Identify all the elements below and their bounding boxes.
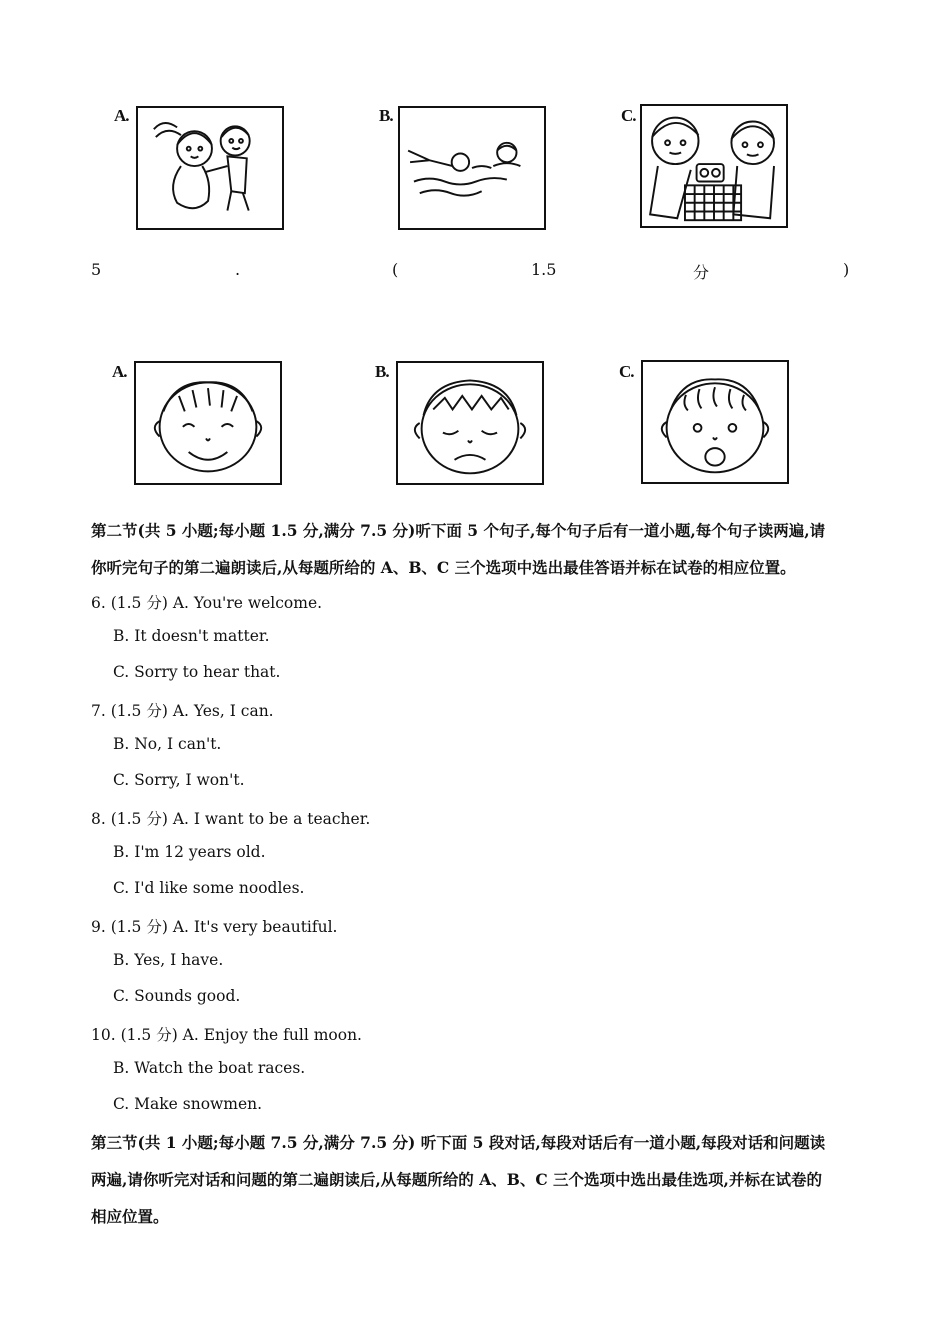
section-2-line-2: 你听完句子的第二遍朗读后,从每题所给的 A、B、C 三个选项中选出最佳答语并标在试卷的相应位置。 (91, 558, 796, 577)
question-10-option-a: 10. (1.5 分) A. Enjoy the full moon. (91, 1026, 362, 1044)
question-8-option-b: B. I'm 12 years old. (113, 843, 266, 861)
section-2-instructions (91, 512, 871, 586)
question-6-option-a: 6. (1.5 分) A. You're welcome. (91, 594, 323, 612)
question-9-option-a: 9. (1.5 分) A. It's very beautiful. (91, 918, 338, 936)
question-7-option-c: C. Sorry, I won't. (113, 771, 245, 789)
question-8-option-a: 8. (1.5 分) A. I want to be a teacher. (91, 810, 371, 828)
question-7-option-a: 7. (1.5 分) A. Yes, I can. (91, 702, 274, 720)
section-3-line-1: 第三节(共 1 小题;每小题 7.5 分,满分 7.5 分) 听下面 5 段对话,每段对话后有一道小题,每段对话和问题读 (91, 1133, 826, 1152)
question-5-close-paren: ) (843, 260, 850, 279)
surprised-face-picture (641, 360, 789, 484)
question-5-number: 5 (91, 260, 102, 279)
sad-face-picture (396, 361, 544, 485)
option-c-label: C. (619, 362, 634, 381)
question-6-option-b: B. It doesn't matter. (113, 627, 270, 645)
option-a-label: A. (112, 362, 127, 381)
section-2-line-1: 第二节(共 5 小题;每小题 1.5 分,满分 7.5 分)听下面 5 个句子,每个句子后有一道小题,每个句子读两遍,请 (91, 521, 826, 540)
children-playing-chess-picture (640, 104, 788, 228)
option-c-label: C. (621, 106, 636, 125)
children-dancing-picture (136, 106, 284, 230)
question-10-option-c: C. Make snowmen. (113, 1095, 263, 1113)
question-5-dot: . (235, 260, 241, 279)
question-5-score: 1.5 (531, 260, 557, 279)
section-3-instructions (91, 1124, 871, 1235)
question-9-option-c: C. Sounds good. (113, 987, 241, 1005)
children-swimming-picture (398, 106, 546, 230)
option-a-label: A. (114, 106, 129, 125)
option-b-label: B. (379, 106, 393, 125)
section-3-line-3: 相应位置。 (91, 1207, 169, 1226)
question-5-open-paren: ( (392, 260, 399, 279)
happy-face-picture (134, 361, 282, 485)
question-10-option-b: B. Watch the boat races. (113, 1059, 306, 1077)
option-b-label: B. (375, 362, 389, 381)
question-6-option-c: C. Sorry to hear that. (113, 663, 281, 681)
question-5-unit: 分 (693, 263, 710, 282)
section-3-line-2: 两遍,请你听完对话和问题的第二遍朗读后,从每题所给的 A、B、C 三个选项中选出最佳选项,并标在试卷的 (91, 1170, 822, 1189)
question-7-option-b: B. No, I can't. (113, 735, 222, 753)
question-9-option-b: B. Yes, I have. (113, 951, 224, 969)
question-8-option-c: C. I'd like some noodles. (113, 879, 305, 897)
